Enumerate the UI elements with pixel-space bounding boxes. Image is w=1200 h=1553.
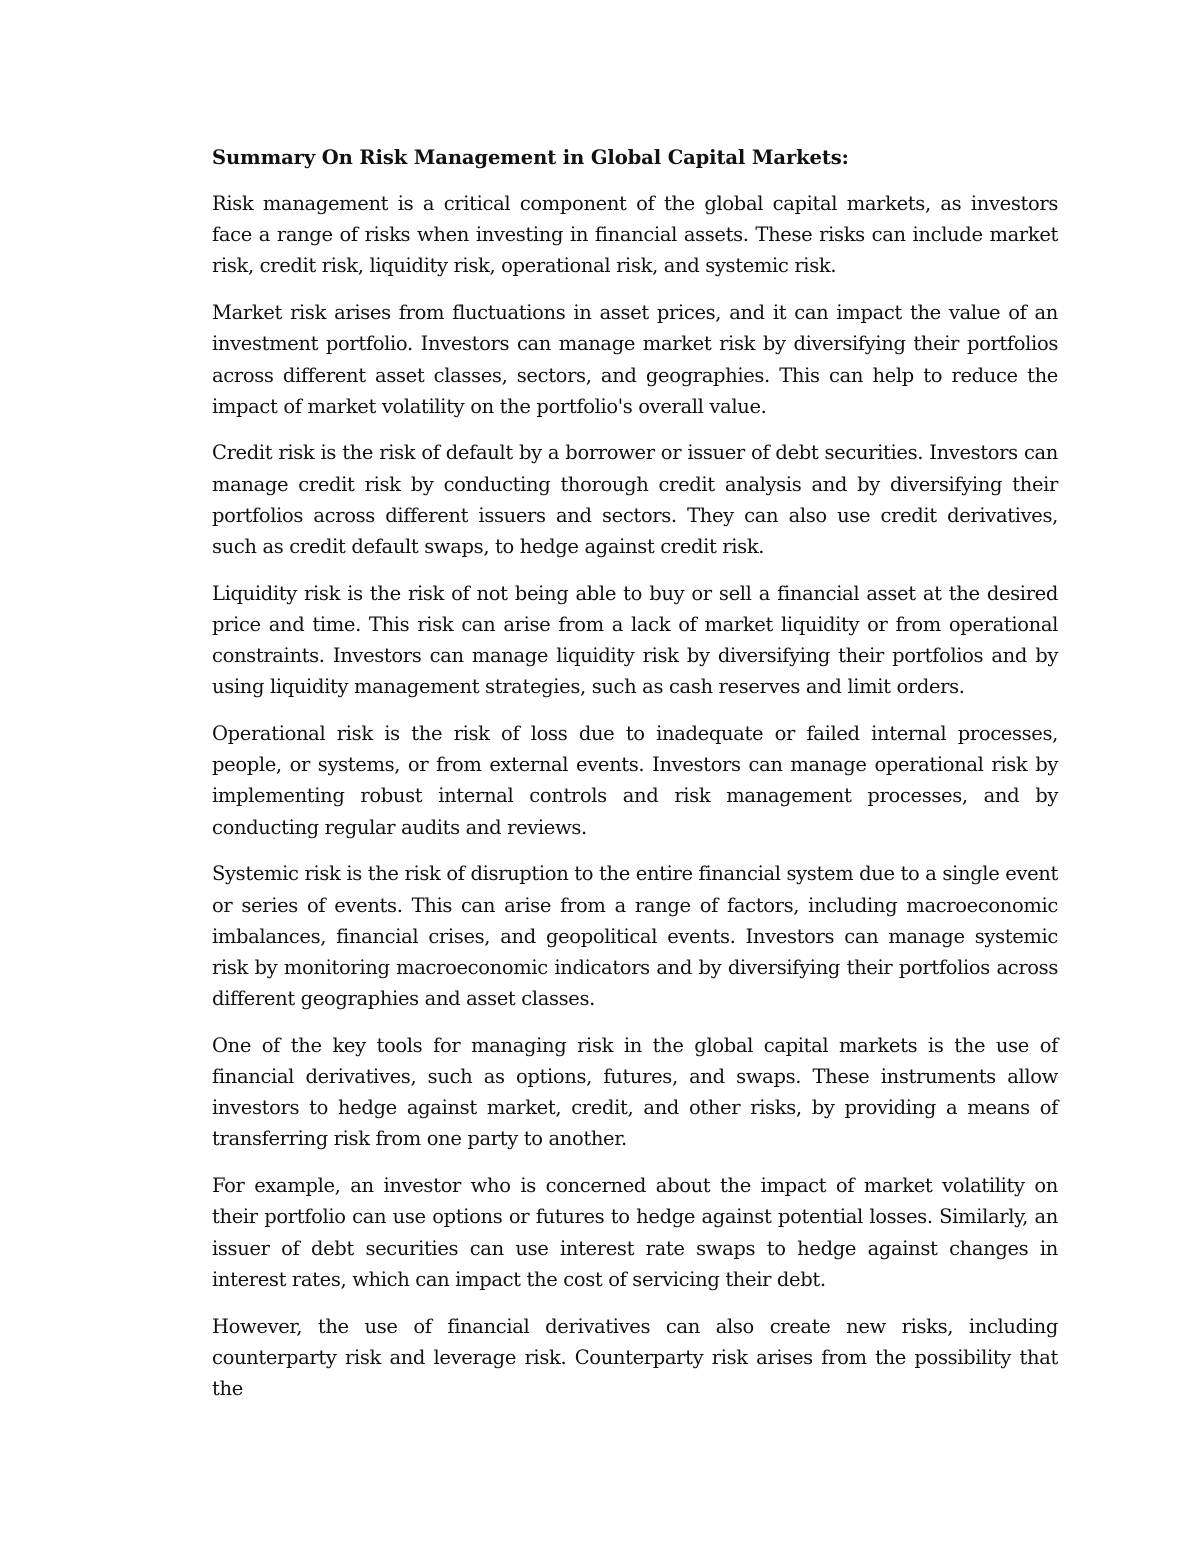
paragraph-derivative-risks: However, the use of financial derivatives can also create new risks, including counterparty risk and leverage risk. Counterparty risk arises from the possibility that the [212,1314,1058,1400]
paragraph-market-risk: Market risk arises from fluctuations in asset prices, and it can impact the value of an investment portfolio. Investors can manage market risk by diversifying their portfolios across different asset classes, sectors, and geographies. This can help to reduce the impact of market volatility on the portfolio's overall value. [212,301,1058,418]
paragraph-credit-risk: Credit risk is the risk of default by a borrower or issuer of debt securities. Investors can manage credit risk by conducting thorough credit analysis and by diversifying their portfolios across different issuers and sectors. They can also use credit derivatives, such as credit default swaps, to hedge against credit risk. [212,441,1058,559]
paragraph-systemic-risk: Systemic risk is the risk of disruption to the entire financial system due to a single event or series of events. This can arise from a range of factors, including macroeconomic imbalances, financial crises, and geopolitical events. Investors can manage systemic risk by monitoring macroeconomic indicators and by diversifying their portfolios across different geographies and asset classes. [212,862,1058,1011]
paragraph-overview: Risk management is a critical component of the global capital markets, as investors face a range of risks when investing in financial assets. These risks can include market risk, credit risk, liquidity risk, operational risk, and systemic risk. [212,192,1058,278]
document-body [212,142,1058,1420]
paragraph-operational-risk: Operational risk is the risk of loss due to inadequate or failed internal processes, people, or systems, or from external events. Investors can manage operational risk by implementing robust internal controls and risk management processes, and by conducting regular audits and reviews. [212,722,1058,839]
document-title: Summary On Risk Management in Global Capital Markets: [212,146,849,169]
paragraph-example: For example, an investor who is concerned about the impact of market volatility on their portfolio can use options or futures to hedge against potential losses. Similarly, an issuer of debt securities can use interest rate swaps to hedge against changes in interest rates, which can impact the cost of servicing their debt. [212,1174,1058,1291]
paragraph-liquidity-risk: Liquidity risk is the risk of not being able to buy or sell a financial asset at the desired price and time. This risk can arise from a lack of market liquidity or from operational constraints. Investors can manage liquidity risk by diversifying their portfolios and by using liquidity management strategies, such as cash reserves and limit orders. [212,581,1058,699]
paragraph-derivatives: One of the key tools for managing risk in the global capital markets is the use of financial derivatives, such as options, futures, and swaps. These instruments allow investors to hedge against market, credit, and other risks, by providing a means of transferring risk from one party to another. [212,1033,1058,1151]
